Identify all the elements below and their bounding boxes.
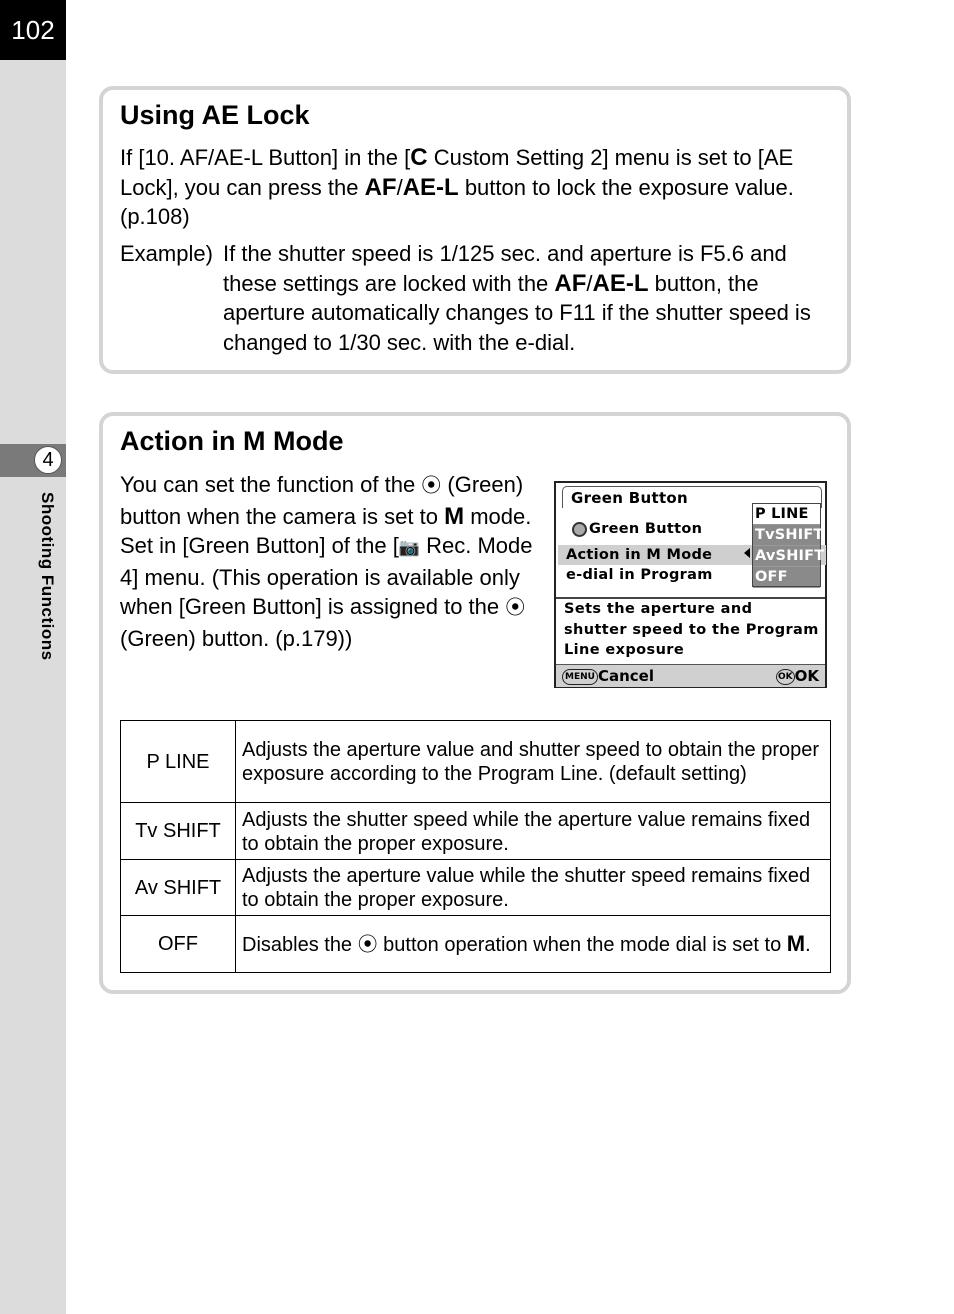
- text-run: Disables the: [242, 934, 358, 956]
- text-run: If the shutter speed is 1/125 sec. and aperture is F5.6 and these settings are locked with the: [223, 241, 787, 296]
- menu-description: Sets the aperture and shutter speed to the Program Line exposure: [564, 601, 819, 658]
- green-button-icon: ⦿: [357, 934, 378, 956]
- text-run: button, the aperture automatically changes to F11 if the shutter speed is changed to 1/30 sec. with the e-dial.: [223, 270, 811, 355]
- m-mode-icon: M: [243, 426, 266, 456]
- selection-arrow-icon: [744, 548, 750, 558]
- m-mode-icon: M: [444, 502, 465, 530]
- cancel-label: Cancel: [597, 667, 654, 685]
- menu-row-label: Action in M Mode: [566, 547, 713, 563]
- ok-label: OK: [794, 667, 819, 685]
- table-row: [121, 721, 831, 803]
- m-mode-heading: [120, 426, 344, 457]
- table-key: OFF: [121, 916, 236, 973]
- chapter-title: Shooting Functions: [38, 492, 57, 661]
- heading-text: Action in: [120, 426, 243, 456]
- option-item: OFF: [753, 567, 820, 588]
- text-run: button to lock the exposure value. (p.108): [120, 174, 794, 229]
- table-value: Adjusts the shutter speed while the aperture value remains fixed to obtain the proper exposure.: [236, 803, 831, 860]
- text-run: You can set the function of the: [120, 472, 422, 497]
- table-row: [121, 916, 831, 973]
- m-mode-options-table: [120, 720, 831, 973]
- example-label: Example): [120, 241, 213, 266]
- chapter-number: 4: [34, 446, 62, 474]
- key-separator: /: [586, 270, 593, 296]
- af-key-label: AF: [364, 173, 397, 201]
- option-item: P LINE: [753, 504, 820, 525]
- key-separator: /: [396, 174, 403, 200]
- heading-text: Mode: [265, 426, 344, 456]
- af-key-label: AF: [554, 269, 587, 297]
- ok-button-icon: OK: [776, 669, 795, 685]
- table-value: Adjusts the aperture value while the shutter speed remains fixed to obtain the proper exposure.: [236, 860, 831, 916]
- example-text: [223, 239, 832, 357]
- table-value: [236, 916, 831, 973]
- option-item: TvSHIFT: [753, 525, 820, 546]
- menu-row-label: Green Button: [589, 521, 703, 537]
- table-value: Adjusts the aperture value and shutter speed to obtain the proper exposure according to the Program Line. (default setting): [236, 721, 831, 803]
- menu-row-label: e-dial in Program: [566, 567, 713, 583]
- table-key: P LINE: [121, 721, 236, 803]
- table-key: Tv SHIFT: [121, 803, 236, 860]
- green-button-icon: ⦿: [505, 597, 526, 619]
- table-key: Av SHIFT: [121, 860, 236, 916]
- text-run: (Green) button. (p.179)): [120, 625, 353, 651]
- ok-hint: [776, 665, 819, 687]
- text-run: button operation when the mode dial is set to: [377, 934, 787, 956]
- text-run: mode. Set in [Green Button] of the [: [120, 503, 532, 558]
- table-row: [121, 803, 831, 860]
- table-row: [121, 860, 831, 916]
- option-popup: [752, 503, 825, 587]
- green-button-icon: [572, 522, 587, 537]
- camera-menu-screenshot: [554, 481, 827, 688]
- ae-lock-heading: Using AE Lock: [120, 100, 310, 130]
- m-mode-icon: M: [786, 931, 806, 956]
- camera-icon: 📷: [398, 538, 421, 557]
- text-run: Custom Setting 2] menu is set to [AE Lock], you can press the: [120, 145, 794, 200]
- menu-tab-label: Green Button: [562, 486, 822, 508]
- green-button-icon: ⦿: [421, 475, 442, 497]
- menu-footer: [556, 664, 825, 687]
- page-number: 102: [0, 0, 66, 60]
- text-run: (Green) button when the camera is set to: [120, 472, 524, 529]
- option-item: AvSHIFT: [753, 546, 820, 567]
- ael-key-label: AE-L: [592, 269, 649, 297]
- ae-lock-paragraph: [120, 143, 832, 232]
- cancel-hint: [562, 665, 654, 687]
- custom-setting-icon: C: [410, 144, 428, 171]
- text-run: Rec. Mode 4] menu. (This operation is available only when [Green Button] is assigned to the: [120, 533, 533, 619]
- menu-button-icon: MENU: [562, 669, 598, 685]
- m-mode-paragraph: [120, 470, 538, 653]
- text-run: If [10. AF/AE-L Button] in the [: [120, 145, 411, 170]
- text-run: .: [805, 934, 811, 956]
- ael-key-label: AE-L: [402, 173, 459, 201]
